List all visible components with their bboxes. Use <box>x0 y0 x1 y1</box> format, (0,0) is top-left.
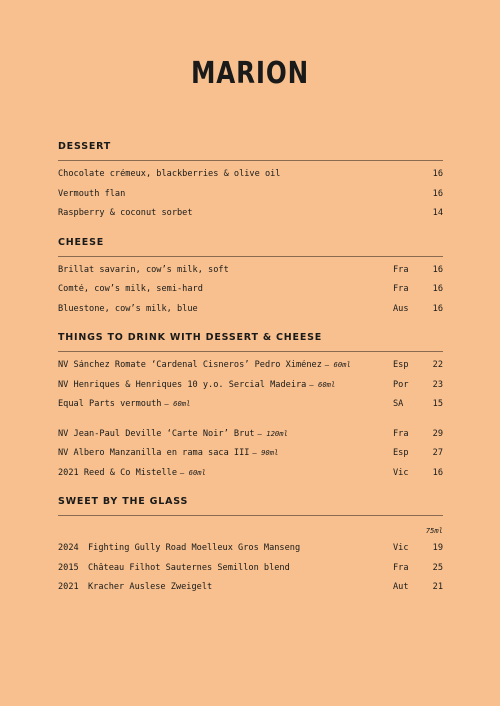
item-name: Vermouth flan <box>58 188 126 199</box>
section-sweet-by-the-glass <box>58 495 443 602</box>
item-name <box>58 468 393 478</box>
item-origin: Esp <box>393 360 409 370</box>
item-price: 16 <box>432 467 443 478</box>
item-volume: – 60ml <box>324 360 351 369</box>
item-origin: Fra <box>393 264 409 275</box>
item-name-text: Fighting Gully Road Moelleux Gros Manseng <box>88 543 301 553</box>
menu-item <box>58 265 443 285</box>
item-year: 2024 <box>58 543 79 553</box>
item-origin: Fra <box>393 562 409 573</box>
group-spacer <box>58 419 443 429</box>
item-name-text: Equal Parts vermouth <box>58 399 162 409</box>
menu-item <box>58 169 443 189</box>
divider <box>58 351 443 352</box>
item-name-text: 2021 Reed & Co Mistelle <box>58 467 177 478</box>
menu-item <box>58 360 443 380</box>
item-price: 23 <box>432 379 443 390</box>
item-volume: – 90ml <box>252 448 279 457</box>
menu-item <box>58 468 443 488</box>
item-name <box>58 448 393 458</box>
menu-item <box>58 582 443 602</box>
item-name-text: Château Filhot Sauternes Semillon blend <box>88 562 290 573</box>
section-drinks <box>58 331 443 487</box>
item-name-text: NV Albero Manzanilla en rama saca III <box>58 448 250 458</box>
item-name-text: NV Sánchez Romate ‘Cardenal Cisneros’ Pedro Ximénez <box>58 360 322 370</box>
divider <box>58 160 443 161</box>
item-price: 21 <box>432 582 443 592</box>
menu-item <box>58 399 443 419</box>
item-origin: Aus <box>393 303 409 314</box>
item-origin: Aut <box>393 582 409 592</box>
item-price: 22 <box>432 360 443 370</box>
menu-item <box>58 563 443 583</box>
item-price: 19 <box>432 543 443 553</box>
serving-size-note: 75ml <box>425 526 443 535</box>
item-name <box>58 563 393 573</box>
menu-item <box>58 189 443 209</box>
item-origin: Por <box>393 379 409 390</box>
menu <box>58 140 443 602</box>
item-price: 16 <box>432 169 443 179</box>
item-name <box>58 582 393 592</box>
item-name: Brillat savarin, cow’s milk, soft <box>58 264 229 275</box>
section-heading: DESSERT <box>58 141 112 152</box>
divider <box>58 256 443 257</box>
item-price: 16 <box>432 188 443 199</box>
item-year: 2021 <box>58 582 79 592</box>
item-origin: Vic <box>393 543 409 553</box>
item-year: 2015 <box>58 562 79 573</box>
item-price: 16 <box>432 264 443 275</box>
item-name: Chocolate crémeux, blackberries & olive oil <box>58 169 281 179</box>
item-volume: – 120ml <box>257 428 288 438</box>
item-name <box>58 399 393 409</box>
menu-item <box>58 284 443 304</box>
item-price: 27 <box>432 448 443 458</box>
item-price: 15 <box>432 399 443 409</box>
item-origin: Fra <box>393 284 409 294</box>
item-name <box>58 360 393 370</box>
section-heading: CHEESE <box>58 236 105 248</box>
item-origin: Vic <box>393 467 409 478</box>
divider <box>58 515 443 516</box>
section-cheese <box>58 236 443 324</box>
item-name-text: Kracher Auslese Zweigelt <box>88 582 213 592</box>
item-price: 16 <box>432 303 443 314</box>
menu-item <box>58 380 443 400</box>
item-name: Raspberry & coconut sorbet <box>58 208 193 218</box>
item-name <box>58 429 393 439</box>
section-heading: THINGS TO DRINK WITH DESSERT & CHEESE <box>58 332 323 343</box>
item-name-text: NV Jean-Paul Deville ‘Carte Noir’ Brut <box>58 428 255 439</box>
item-price: 16 <box>432 284 443 294</box>
item-name <box>58 543 393 553</box>
item-name: Comté, cow’s milk, semi-hard <box>58 284 203 294</box>
menu-item <box>58 429 443 449</box>
item-origin: Fra <box>393 428 409 439</box>
item-volume: – 60ml <box>180 467 206 477</box>
item-origin: Esp <box>393 448 409 458</box>
item-name-text: NV Henriques & Henriques 10 y.o. Sercial Madeira <box>58 379 307 390</box>
section-dessert <box>58 140 443 228</box>
menu-item <box>58 543 443 563</box>
item-volume: – 60ml <box>164 399 191 408</box>
item-price: 14 <box>432 208 443 218</box>
section-heading: SWEET BY THE GLASS <box>58 496 189 507</box>
item-origin: SA <box>393 399 404 409</box>
item-volume: – 60ml <box>309 379 336 389</box>
item-price: 25 <box>432 562 443 573</box>
menu-item <box>58 448 443 468</box>
item-name: Bluestone, cow’s milk, blue <box>58 303 198 314</box>
menu-item <box>58 304 443 324</box>
restaurant-title: MARION <box>190 56 310 91</box>
item-name <box>58 380 393 390</box>
item-price: 29 <box>432 428 443 439</box>
menu-item <box>58 208 443 228</box>
